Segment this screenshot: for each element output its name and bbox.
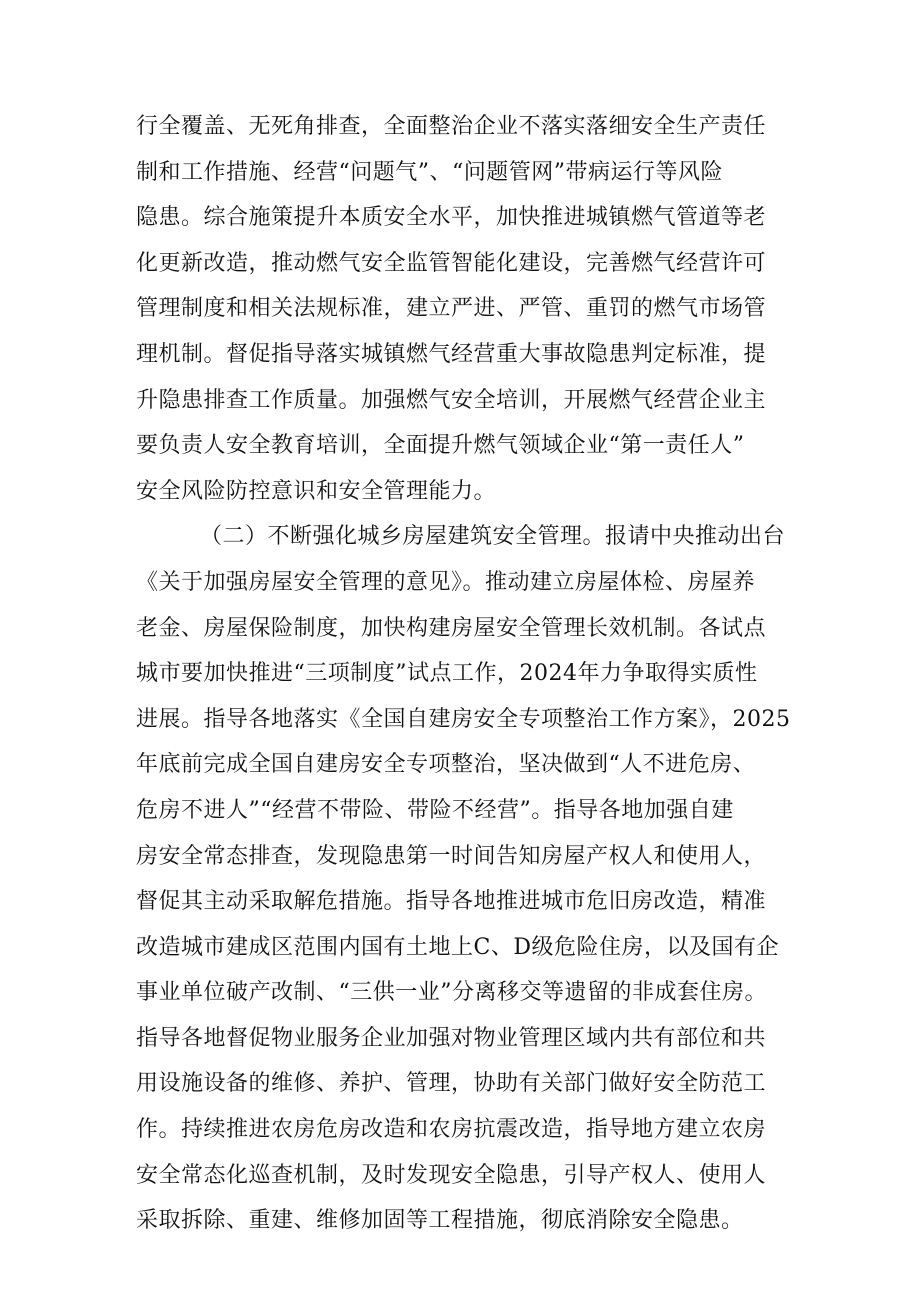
text-line: 事业单位破产改制、“三供一业”分离移交等遗留的非成套住房。 (136, 980, 767, 1006)
body-text (136, 104, 800, 1244)
text-line: 化更新改造，推动燃气安全监管智能化建设，完善燃气经营许可 (136, 250, 767, 276)
text-line: 隐患。综合施策提升本质安全水平，加快推进城镇燃气管道等老 (136, 205, 767, 231)
text-line: 改造城市建成区范围内国有土地上C、D级危险住房，以及国有企 (136, 934, 779, 960)
text-line: 督促其主动采取解危措施。指导各地推进城市危旧房改造，精准 (136, 889, 767, 915)
text-line: 用设施设备的维修、养护、管理，协助有关部门做好安全防范工 (136, 1071, 767, 1097)
text-line: 安全风险防控意识和安全管理能力。 (136, 478, 497, 504)
text-line: 年底前完成全国自建房安全专项整治，坚决做到“人不进危房、 (136, 752, 756, 778)
text-line: 房安全常态排查，发现隐患第一时间告知房屋产权人和使用人， (136, 843, 767, 869)
text-line: （二）不断强化城乡房屋建筑安全管理。报请中央推动出台 (200, 524, 786, 550)
text-line: 作。持续推进农房危房改造和农房抗震改造，指导地方建立农房 (136, 1117, 767, 1143)
text-line: 升隐患排查工作质量。加强燃气安全培训，开展燃气经营企业主 (136, 387, 767, 413)
text-line: 指导各地督促物业服务企业加强对物业管理区域内共有部位和共 (136, 1025, 767, 1051)
text-line: 要负责人安全教育培训，全面提升燃气领域企业“第一责任人” (136, 433, 745, 459)
text-line: 进展。指导各地落实《全国自建房安全专项整治工作方案》，2025 (136, 706, 791, 732)
text-line: 采取拆除、重建、维修加固等工程措施，彻底消除安全隐患。 (136, 1208, 744, 1234)
text-line: 老金、房屋保险制度，加快构建房屋安全管理长效机制。各试点 (136, 615, 767, 641)
text-line: 危房不进人”“经营不带险、带险不经营”。指导各地加强自建 (136, 797, 734, 823)
text-line: 《关于加强房屋安全管理的意见》。推动建立房屋体检、房屋养 (136, 569, 756, 595)
text-line: 城市要加快推进“三项制度”试点工作，2024年力争取得实质性 (136, 661, 758, 687)
text-line: 行全覆盖、无死角排查，全面整治企业不落实落细安全生产责任 (136, 114, 767, 139)
text-line: 理机制。督促指导落实城镇燃气经营重大事故隐患判定标准，提 (136, 341, 767, 367)
text-line: 管理制度和相关法规标准，建立严进、严管、重罚的燃气市场管 (136, 296, 767, 322)
text-line: 安全常态化巡查机制，及时发现安全隐患，引导产权人、使用人 (136, 1162, 767, 1188)
text-line: 制和工作措施、经营“问题气”、“问题管网”带病运行等风险 (136, 159, 723, 185)
